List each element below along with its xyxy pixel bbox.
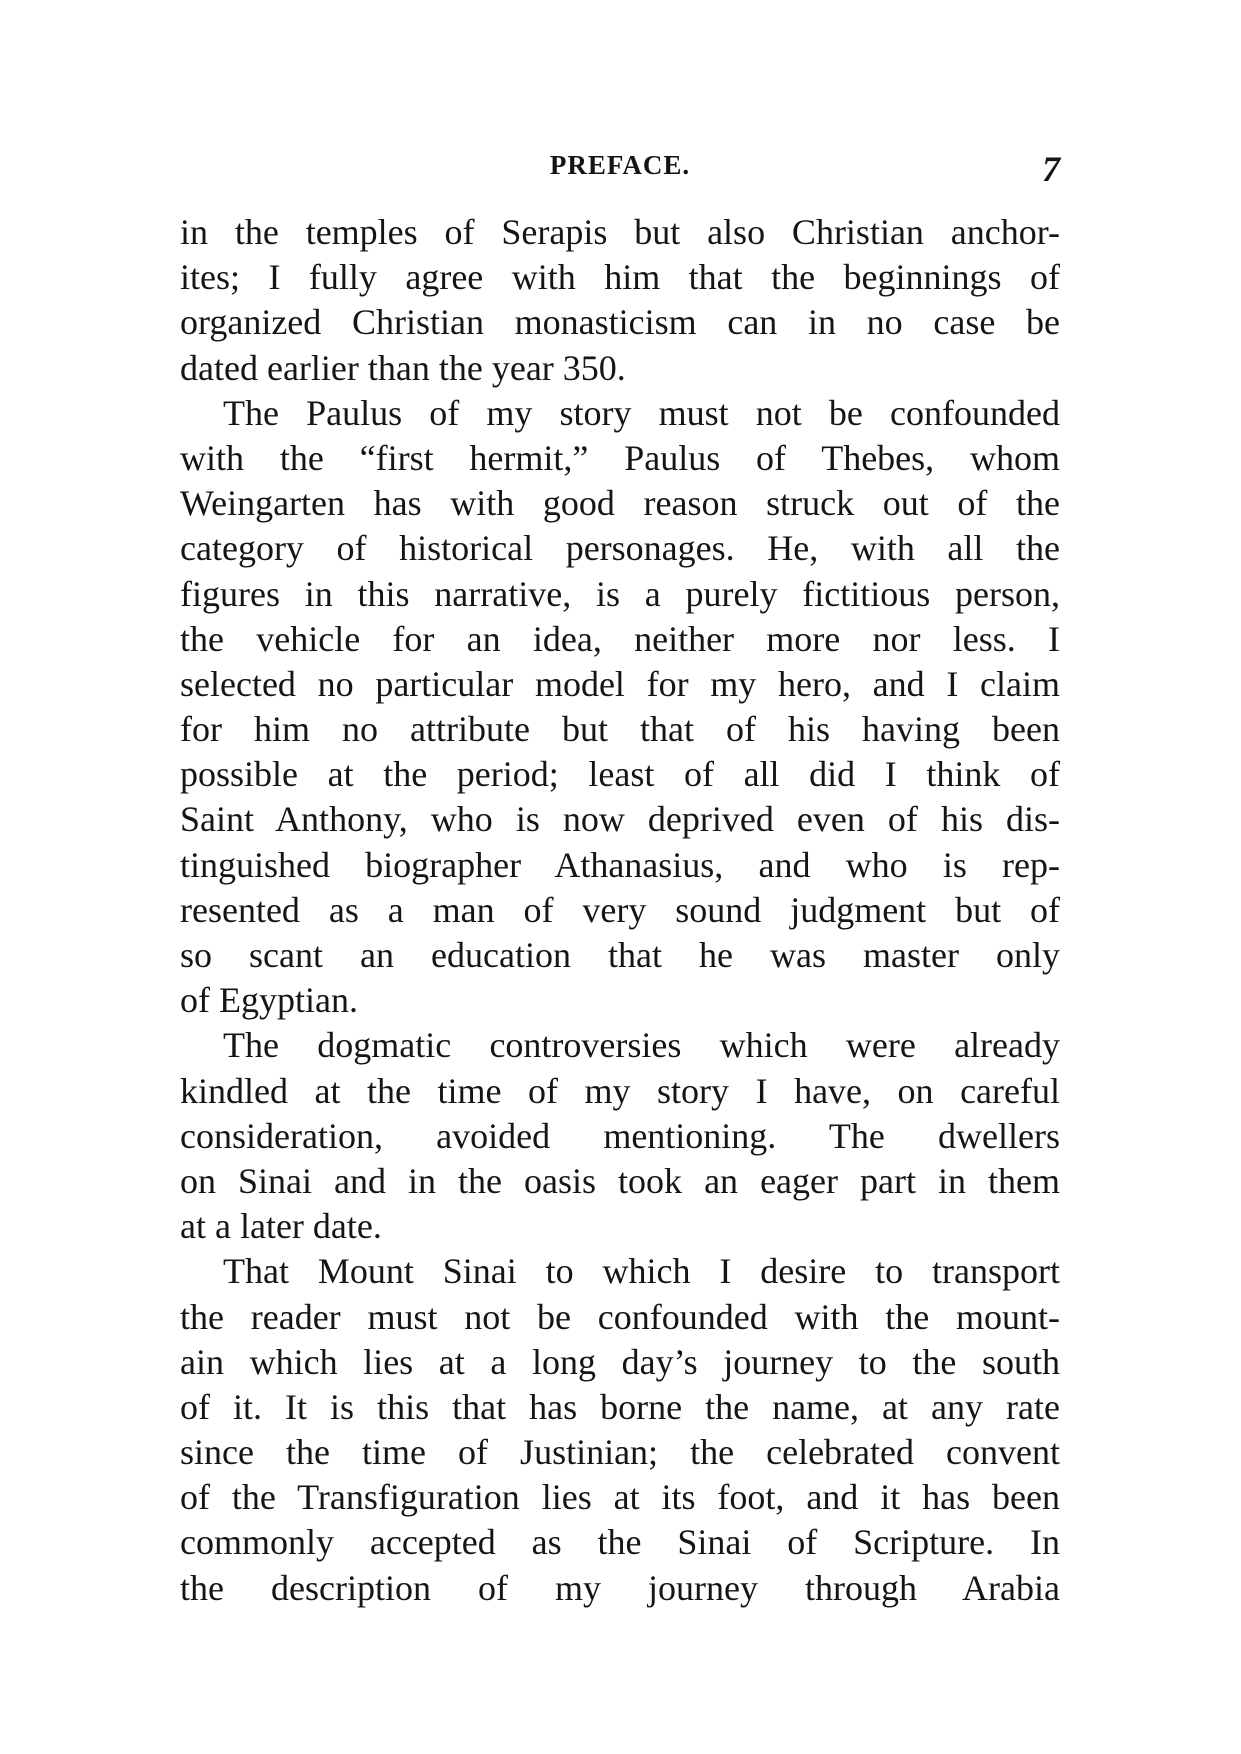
text-line: in the temples of Serapis but also Christian anchor- (180, 212, 1060, 252)
text-line: consideration, avoided mentioning. The dwellers (180, 1115, 1060, 1156)
page-number: 7 (1042, 149, 1060, 189)
text-line: ites; I fully agree with him that the beginnings of (180, 257, 1060, 298)
text-line: ain which lies at a long day’s journey to the south (180, 1341, 1060, 1382)
text-line: commonly accepted as the Sinai of Scripture. In (180, 1522, 1060, 1563)
text-line: selected no particular model for my hero, and I claim (180, 663, 1060, 704)
paragraph-first-line: That Mount Sinai to which I desire to transport (223, 1251, 1060, 1292)
text-line: for him no attribute but that of his having been (180, 709, 1060, 750)
text-line: so scant an education that he was master only (180, 935, 1060, 975)
text-line: Saint Anthony, who is now deprived even of his dis- (180, 799, 1060, 840)
text-line: the vehicle for an idea, neither more nor less. I (180, 618, 1060, 659)
text-line: with the “first hermit,” Paulus of Thebes, whom (180, 437, 1060, 478)
text-line: the reader must not be confounded with the mount- (180, 1296, 1060, 1337)
text-line: of the Transfiguration lies at its foot, and it has been (180, 1477, 1060, 1518)
text-line: kindled at the time of my story I have, on careful (180, 1070, 1060, 1111)
paragraph-first-line: The Paulus of my story must not be confounded (223, 392, 1060, 433)
text-line: resented as a man of very sound judgment but of (180, 889, 1060, 930)
text-line: organized Christian monasticism can in no case be (180, 302, 1060, 343)
text-line: of it. It is this that has borne the name, at any rate (180, 1386, 1060, 1427)
text-line: on Sinai and in the oasis took an eager part in them (180, 1160, 1060, 1201)
running-title: PREFACE. (549, 150, 691, 180)
running-head (180, 145, 1060, 193)
text-line: tinguished biographer Athanasius, and who is rep- (180, 844, 1060, 885)
text-line: since the time of Justinian; the celebrated convent (180, 1432, 1060, 1473)
text-line: possible at the period; least of all did I think of (180, 754, 1060, 795)
text-line: Weingarten has with good reason struck out of the (180, 483, 1060, 524)
text-line: at a later date. (180, 1206, 382, 1247)
text-line: of Egyptian. (180, 980, 358, 1021)
text-line: dated earlier than the year 350. (180, 347, 626, 388)
body-text (180, 210, 1060, 1611)
paragraph-first-line: The dogmatic controversies which were already (223, 1025, 1060, 1066)
text-line: category of historical personages. He, with all the (180, 528, 1060, 569)
text-line: figures in this narrative, is a purely fictitious person, (180, 573, 1060, 614)
text-line: the description of my journey through Arabia (180, 1567, 1060, 1608)
